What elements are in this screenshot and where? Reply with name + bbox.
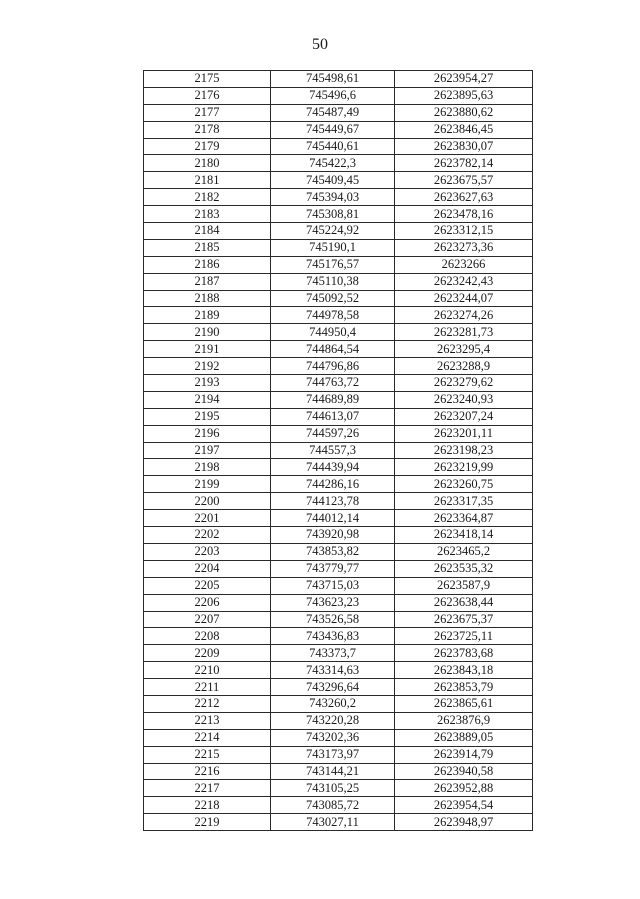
point-number-cell: 2180: [144, 155, 271, 172]
y-coordinate-cell: 2623266: [395, 256, 533, 273]
y-coordinate-cell: 2623627,63: [395, 189, 533, 206]
y-coordinate-cell: 2623889,05: [395, 729, 533, 746]
x-coordinate-cell: 743314,63: [271, 662, 395, 679]
y-coordinate-cell: 2623952,88: [395, 780, 533, 797]
y-coordinate-cell: 2623465,2: [395, 543, 533, 560]
coordinates-table: [143, 70, 533, 831]
y-coordinate-cell: 2623940,58: [395, 763, 533, 780]
x-coordinate-cell: 745422,3: [271, 155, 395, 172]
table-row: [144, 290, 533, 307]
x-coordinate-cell: 743173,97: [271, 746, 395, 763]
table-row: [144, 679, 533, 696]
table-row: [144, 358, 533, 375]
table-row: [144, 155, 533, 172]
x-coordinate-cell: 745176,57: [271, 256, 395, 273]
y-coordinate-cell: 2623675,57: [395, 172, 533, 189]
table-row: [144, 71, 533, 88]
y-coordinate-cell: 2623880,62: [395, 104, 533, 121]
point-number-cell: 2202: [144, 527, 271, 544]
x-coordinate-cell: 744950,4: [271, 324, 395, 341]
x-coordinate-cell: 744439,94: [271, 459, 395, 476]
table-row: [144, 442, 533, 459]
y-coordinate-cell: 2623317,35: [395, 493, 533, 510]
point-number-cell: 2197: [144, 442, 271, 459]
y-coordinate-cell: 2623295,4: [395, 341, 533, 358]
y-coordinate-cell: 2623954,54: [395, 797, 533, 814]
y-coordinate-cell: 2623675,37: [395, 611, 533, 628]
point-number-cell: 2199: [144, 476, 271, 493]
table-row: [144, 273, 533, 290]
point-number-cell: 2200: [144, 493, 271, 510]
x-coordinate-cell: 743144,21: [271, 763, 395, 780]
y-coordinate-cell: 2623843,18: [395, 662, 533, 679]
point-number-cell: 2183: [144, 206, 271, 223]
y-coordinate-cell: 2623853,79: [395, 679, 533, 696]
table-row: [144, 121, 533, 138]
x-coordinate-cell: 745440,61: [271, 138, 395, 155]
table-row: [144, 543, 533, 560]
point-number-cell: 2211: [144, 679, 271, 696]
table-row: [144, 628, 533, 645]
point-number-cell: 2218: [144, 797, 271, 814]
point-number-cell: 2198: [144, 459, 271, 476]
point-number-cell: 2215: [144, 746, 271, 763]
y-coordinate-cell: 2623638,44: [395, 594, 533, 611]
y-coordinate-cell: 2623895,63: [395, 87, 533, 104]
table-row: [144, 391, 533, 408]
y-coordinate-cell: 2623535,32: [395, 560, 533, 577]
point-number-cell: 2185: [144, 239, 271, 256]
table-row: [144, 645, 533, 662]
y-coordinate-cell: 2623846,45: [395, 121, 533, 138]
y-coordinate-cell: 2623782,14: [395, 155, 533, 172]
x-coordinate-cell: 743779,77: [271, 560, 395, 577]
y-coordinate-cell: 2623364,87: [395, 510, 533, 527]
y-coordinate-cell: 2623242,43: [395, 273, 533, 290]
point-number-cell: 2179: [144, 138, 271, 155]
table-row: [144, 763, 533, 780]
x-coordinate-cell: 745449,67: [271, 121, 395, 138]
table-row: [144, 476, 533, 493]
y-coordinate-cell: 2623783,68: [395, 645, 533, 662]
y-coordinate-cell: 2623281,73: [395, 324, 533, 341]
table-row: [144, 87, 533, 104]
table-row: [144, 560, 533, 577]
x-coordinate-cell: 745487,49: [271, 104, 395, 121]
x-coordinate-cell: 745110,38: [271, 273, 395, 290]
table-row: [144, 510, 533, 527]
x-coordinate-cell: 744796,86: [271, 358, 395, 375]
y-coordinate-cell: 2623207,24: [395, 408, 533, 425]
table-row: [144, 341, 533, 358]
point-number-cell: 2205: [144, 577, 271, 594]
point-number-cell: 2216: [144, 763, 271, 780]
table-row: [144, 239, 533, 256]
point-number-cell: 2209: [144, 645, 271, 662]
x-coordinate-cell: 743526,58: [271, 611, 395, 628]
table-row: [144, 814, 533, 831]
point-number-cell: 2219: [144, 814, 271, 831]
x-coordinate-cell: 744557,3: [271, 442, 395, 459]
table-row: [144, 527, 533, 544]
x-coordinate-cell: 743027,11: [271, 814, 395, 831]
x-coordinate-cell: 744286,16: [271, 476, 395, 493]
x-coordinate-cell: 745224,92: [271, 223, 395, 240]
x-coordinate-cell: 743920,98: [271, 527, 395, 544]
table-row: [144, 307, 533, 324]
table-row: [144, 662, 533, 679]
table-row: [144, 408, 533, 425]
x-coordinate-cell: 743105,25: [271, 780, 395, 797]
y-coordinate-cell: 2623273,36: [395, 239, 533, 256]
point-number-cell: 2212: [144, 695, 271, 712]
table-row: [144, 577, 533, 594]
x-coordinate-cell: 744763,72: [271, 375, 395, 392]
x-coordinate-cell: 743085,72: [271, 797, 395, 814]
x-coordinate-cell: 744012,14: [271, 510, 395, 527]
x-coordinate-cell: 743202,36: [271, 729, 395, 746]
y-coordinate-cell: 2623274,26: [395, 307, 533, 324]
point-number-cell: 2196: [144, 425, 271, 442]
table-row: [144, 780, 533, 797]
table-row: [144, 459, 533, 476]
point-number-cell: 2201: [144, 510, 271, 527]
x-coordinate-cell: 745394,03: [271, 189, 395, 206]
point-number-cell: 2217: [144, 780, 271, 797]
point-number-cell: 2206: [144, 594, 271, 611]
y-coordinate-cell: 2623279,62: [395, 375, 533, 392]
x-coordinate-cell: 745308,81: [271, 206, 395, 223]
x-coordinate-cell: 743853,82: [271, 543, 395, 560]
y-coordinate-cell: 2623418,14: [395, 527, 533, 544]
table-row: [144, 611, 533, 628]
table-row: [144, 712, 533, 729]
x-coordinate-cell: 743373,7: [271, 645, 395, 662]
point-number-cell: 2176: [144, 87, 271, 104]
point-number-cell: 2210: [144, 662, 271, 679]
table-row: [144, 206, 533, 223]
table-row: [144, 104, 533, 121]
point-number-cell: 2177: [144, 104, 271, 121]
point-number-cell: 2195: [144, 408, 271, 425]
x-coordinate-cell: 743260,2: [271, 695, 395, 712]
point-number-cell: 2181: [144, 172, 271, 189]
point-number-cell: 2188: [144, 290, 271, 307]
table-row: [144, 746, 533, 763]
point-number-cell: 2204: [144, 560, 271, 577]
y-coordinate-cell: 2623260,75: [395, 476, 533, 493]
x-coordinate-cell: 745190,1: [271, 239, 395, 256]
coordinates-table-body: [144, 71, 533, 831]
y-coordinate-cell: 2623312,15: [395, 223, 533, 240]
point-number-cell: 2214: [144, 729, 271, 746]
table-row: [144, 189, 533, 206]
point-number-cell: 2192: [144, 358, 271, 375]
y-coordinate-cell: 2623587,9: [395, 577, 533, 594]
point-number-cell: 2193: [144, 375, 271, 392]
y-coordinate-cell: 2623876,9: [395, 712, 533, 729]
point-number-cell: 2207: [144, 611, 271, 628]
x-coordinate-cell: 743436,83: [271, 628, 395, 645]
x-coordinate-cell: 743623,23: [271, 594, 395, 611]
x-coordinate-cell: 744689,89: [271, 391, 395, 408]
y-coordinate-cell: 2623725,11: [395, 628, 533, 645]
x-coordinate-cell: 744123,78: [271, 493, 395, 510]
y-coordinate-cell: 2623954,27: [395, 71, 533, 88]
y-coordinate-cell: 2623244,07: [395, 290, 533, 307]
point-number-cell: 2190: [144, 324, 271, 341]
page-number: 50: [312, 36, 328, 53]
x-coordinate-cell: 744597,26: [271, 425, 395, 442]
table-row: [144, 729, 533, 746]
point-number-cell: 2194: [144, 391, 271, 408]
x-coordinate-cell: 745092,52: [271, 290, 395, 307]
x-coordinate-cell: 744978,58: [271, 307, 395, 324]
table-row: [144, 324, 533, 341]
x-coordinate-cell: 745409,45: [271, 172, 395, 189]
table-row: [144, 797, 533, 814]
x-coordinate-cell: 744613,07: [271, 408, 395, 425]
x-coordinate-cell: 743296,64: [271, 679, 395, 696]
table-row: [144, 256, 533, 273]
x-coordinate-cell: 743220,28: [271, 712, 395, 729]
y-coordinate-cell: 2623288,9: [395, 358, 533, 375]
y-coordinate-cell: 2623865,61: [395, 695, 533, 712]
point-number-cell: 2208: [144, 628, 271, 645]
y-coordinate-cell: 2623201,11: [395, 425, 533, 442]
point-number-cell: 2186: [144, 256, 271, 273]
point-number-cell: 2175: [144, 71, 271, 88]
y-coordinate-cell: 2623948,97: [395, 814, 533, 831]
x-coordinate-cell: 744864,54: [271, 341, 395, 358]
table-row: [144, 493, 533, 510]
table-row: [144, 695, 533, 712]
y-coordinate-cell: 2623914,79: [395, 746, 533, 763]
y-coordinate-cell: 2623198,23: [395, 442, 533, 459]
x-coordinate-cell: 745496,6: [271, 87, 395, 104]
point-number-cell: 2184: [144, 223, 271, 240]
y-coordinate-cell: 2623219,99: [395, 459, 533, 476]
table-row: [144, 172, 533, 189]
point-number-cell: 2189: [144, 307, 271, 324]
point-number-cell: 2182: [144, 189, 271, 206]
table-row: [144, 223, 533, 240]
y-coordinate-cell: 2623830,07: [395, 138, 533, 155]
point-number-cell: 2213: [144, 712, 271, 729]
point-number-cell: 2191: [144, 341, 271, 358]
x-coordinate-cell: 743715,03: [271, 577, 395, 594]
table-row: [144, 138, 533, 155]
table-row: [144, 425, 533, 442]
point-number-cell: 2203: [144, 543, 271, 560]
point-number-cell: 2187: [144, 273, 271, 290]
y-coordinate-cell: 2623240,93: [395, 391, 533, 408]
table-row: [144, 375, 533, 392]
table-row: [144, 594, 533, 611]
x-coordinate-cell: 745498,61: [271, 71, 395, 88]
y-coordinate-cell: 2623478,16: [395, 206, 533, 223]
point-number-cell: 2178: [144, 121, 271, 138]
